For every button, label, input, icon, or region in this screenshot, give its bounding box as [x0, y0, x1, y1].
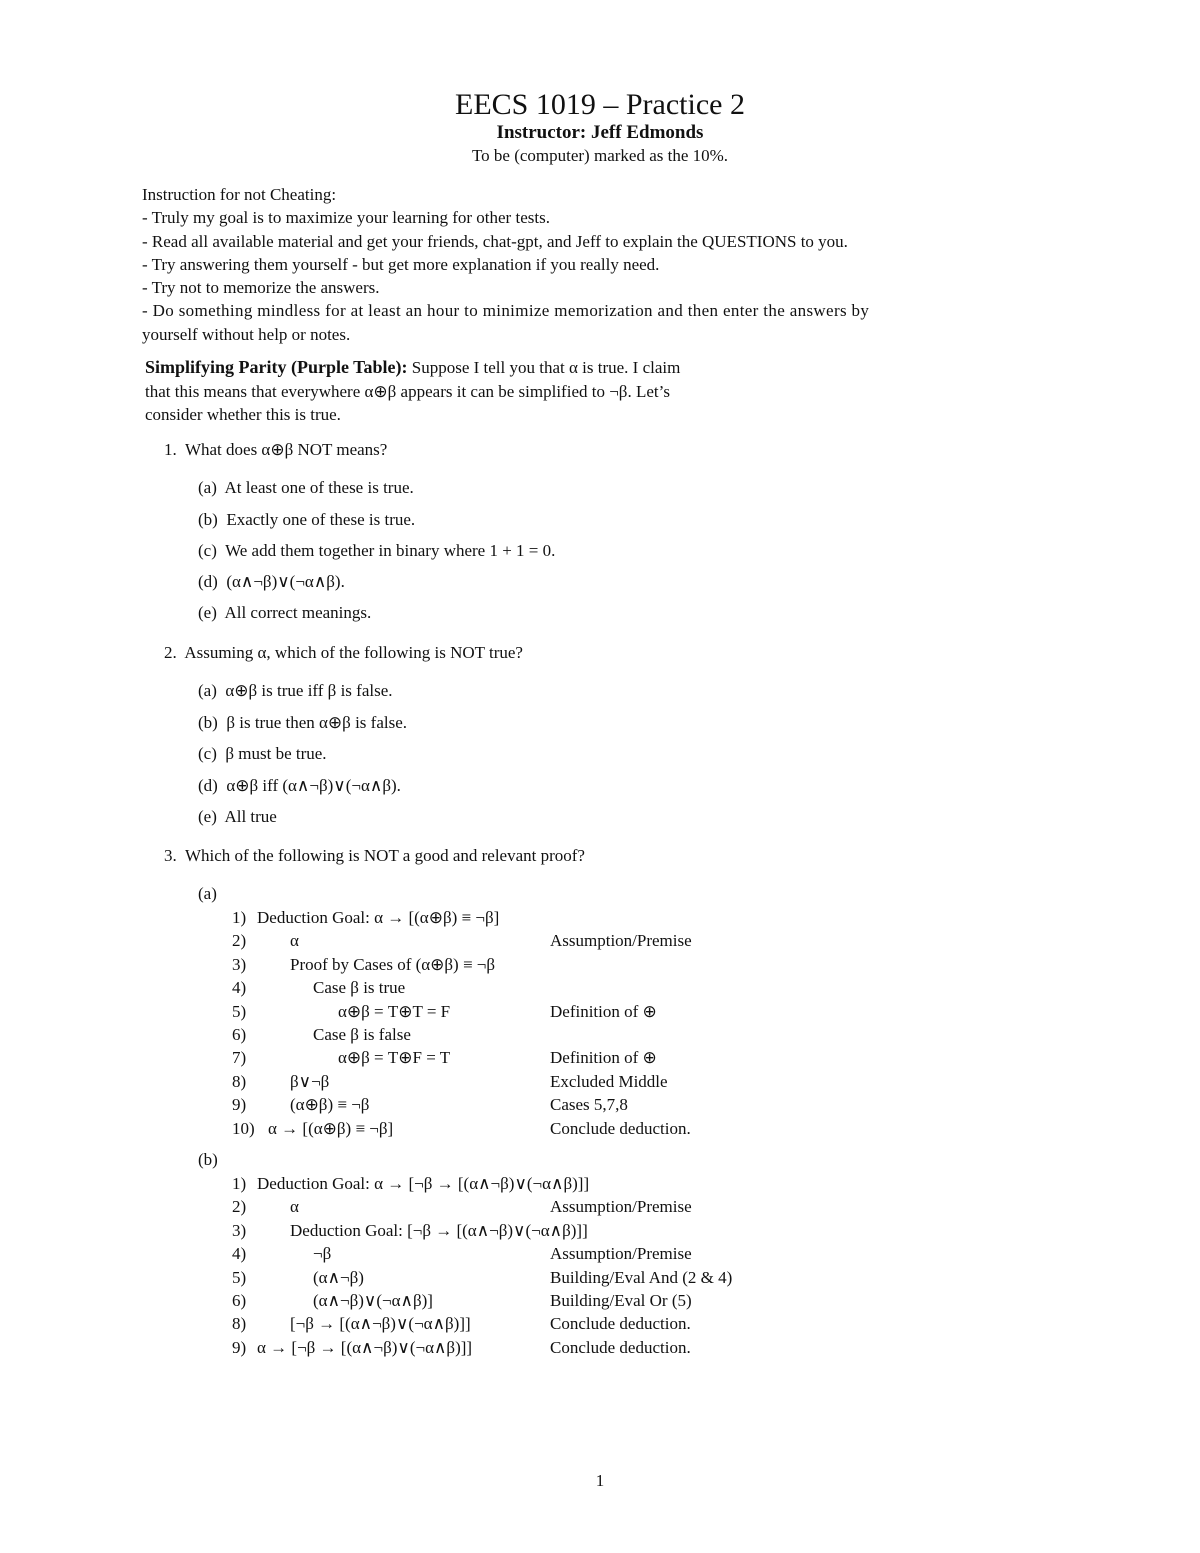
proof-justification: Assumption/Premise — [550, 1244, 692, 1264]
option-label: (c) — [198, 744, 217, 763]
option-label: (e) — [198, 603, 217, 622]
question-text: Assuming α, which of the following is NOT true? — [184, 643, 523, 662]
proof-justification: Excluded Middle — [550, 1071, 668, 1091]
proof-statement: α — [290, 931, 299, 951]
answer-option[interactable] — [198, 884, 217, 904]
option-text: (α∧¬β)∨(¬α∧β). — [226, 572, 345, 591]
answer-option[interactable] — [198, 478, 414, 498]
question-3 — [164, 846, 585, 866]
proof-justification: Cases 5,7,8 — [550, 1095, 628, 1115]
answer-option[interactable] — [198, 744, 327, 764]
intro-text: consider whether this is true. — [145, 405, 341, 424]
question-text: What does α⊕β NOT means? — [184, 440, 388, 459]
answer-option[interactable] — [198, 776, 401, 796]
option-text: β must be true. — [225, 744, 327, 763]
option-text: All correct meanings. — [224, 603, 372, 622]
intro-text: that this means that everywhere α⊕β appears it can be simplified to ¬β. Let’s — [145, 381, 670, 401]
proof-line-number: 4) — [232, 1244, 247, 1264]
intro-heading: Simplifying Parity (Purple Table): — [145, 357, 408, 377]
option-label: (b) — [198, 510, 218, 529]
proof-line-number: 5) — [232, 1001, 247, 1021]
instructions-block — [142, 183, 1062, 346]
proof-justification: Assumption/Premise — [550, 1197, 692, 1217]
proof-statement: Deduction Goal: [¬β → [(α∧¬β)∨(¬α∧β)]] — [290, 1220, 588, 1240]
option-text: We add them together in binary where 1 + 1 = 0. — [225, 541, 556, 560]
intro-text: Suppose I tell you that α is true. I claim — [407, 358, 681, 377]
proof-justification: Conclude deduction. — [550, 1118, 691, 1138]
option-label: (a) — [198, 478, 217, 497]
option-label: (e) — [198, 807, 217, 826]
proof-statement: Case β is true — [313, 978, 406, 998]
instruction-line: yourself without help or notes. — [142, 324, 351, 344]
proof-statement: α — [290, 1197, 299, 1217]
option-label: (a) — [198, 884, 217, 903]
proof-justification: Conclude deduction. — [550, 1337, 691, 1357]
instruction-line: - Try not to memorize the answers. — [142, 278, 380, 298]
answer-option[interactable] — [198, 713, 407, 733]
answer-option[interactable] — [198, 807, 277, 827]
proof-line-number: 3) — [232, 954, 247, 974]
proof-statement: α⊕β = T⊕T = F — [338, 1001, 451, 1021]
proof-statement: Proof by Cases of (α⊕β) ≡ ¬β — [290, 954, 496, 974]
option-label: (b) — [198, 1150, 218, 1169]
proof-line-number: 6) — [232, 1025, 247, 1044]
instruction-line: - Read all available material and get your friends, chat-gpt, and Jeff to explain the QUESTIONS to you. — [142, 231, 848, 251]
instruction-line: - Truly my goal is to maximize your learning for other tests. — [142, 208, 550, 228]
proof-justification: Conclude deduction. — [550, 1314, 691, 1334]
option-text: Exactly one of these is true. — [226, 510, 416, 529]
proof-line-number: 8) — [232, 1314, 247, 1334]
instructions-heading: Instruction for not Cheating: — [142, 185, 337, 204]
proof-statement: (α∧¬β) — [313, 1267, 364, 1287]
question-text: Which of the following is NOT a good and relevant proof? — [184, 846, 585, 865]
option-text: At least one of these is true. — [224, 478, 414, 497]
proof-statement: Deduction Goal: α → [(α⊕β) ≡ ¬β] — [257, 908, 500, 927]
marking-note: To be (computer) marked as the 10%. — [471, 146, 729, 165]
proof-statement: (α∧¬β)∨(¬α∧β)] — [313, 1291, 433, 1310]
proof-line-number: 1) — [232, 908, 247, 927]
proof-justification: Definition of ⊕ — [550, 1001, 657, 1021]
answer-option[interactable] — [198, 681, 393, 701]
option-label: (b) — [198, 713, 218, 732]
proof-statement: α → [¬β → [(α∧¬β)∨(¬α∧β)]] — [257, 1337, 473, 1357]
answer-option[interactable] — [198, 541, 555, 561]
option-text: β is true then α⊕β is false. — [226, 713, 407, 732]
proof-statement: ¬β — [313, 1244, 332, 1264]
proof-justification: Building/Eval And (2 & 4) — [550, 1267, 733, 1287]
proof-line-number: 3) — [232, 1220, 247, 1240]
option-label: (c) — [198, 541, 217, 560]
option-text: α⊕β is true iff β is false. — [225, 681, 393, 700]
proof-line-number: 1) — [232, 1174, 247, 1193]
proof-line-number: 4) — [232, 978, 247, 998]
answer-option[interactable] — [198, 572, 345, 592]
proof-line-number: 7) — [232, 1048, 247, 1068]
document-title: EECS 1019 – Practice 2 — [455, 88, 745, 121]
answer-option[interactable] — [198, 603, 371, 623]
proof-line-number: 9) — [232, 1337, 247, 1357]
proof-statement: α → [(α⊕β) ≡ ¬β] — [268, 1118, 394, 1138]
option-label: (a) — [198, 681, 217, 700]
proof-statement: [¬β → [(α∧¬β)∨(¬α∧β)]] — [290, 1314, 471, 1334]
proof-statement: β∨¬β — [290, 1071, 330, 1091]
proof-line-number: 5) — [232, 1267, 247, 1287]
proof-line-number: 2) — [232, 931, 247, 951]
instruction-line: - Do something mindless for at least an hour to minimize memorization and then enter the answers by — [142, 301, 870, 321]
option-label: (d) — [198, 776, 218, 795]
option-text: All true — [224, 807, 277, 826]
question-number: 1. — [164, 440, 177, 459]
proof-line-number: 2) — [232, 1197, 247, 1217]
proof-statement: Case β is false — [313, 1025, 411, 1044]
option-label: (d) — [198, 572, 218, 591]
proof-statement: Deduction Goal: α → [¬β → [(α∧¬β)∨(¬α∧β)]] — [257, 1174, 590, 1193]
proof-statement: (α⊕β) ≡ ¬β — [290, 1095, 370, 1115]
proof-line-number: 10) — [232, 1118, 255, 1138]
proof-justification: Assumption/Premise — [550, 931, 692, 951]
answer-option[interactable] — [198, 510, 415, 530]
question-1 — [164, 440, 387, 460]
instruction-line: - Try answering them yourself - but get more explanation if you really need. — [142, 254, 660, 274]
intro-paragraph — [145, 356, 865, 427]
proof-justification: Definition of ⊕ — [550, 1048, 657, 1068]
proof-justification: Building/Eval Or (5) — [550, 1291, 692, 1310]
proof-line-number: 6) — [232, 1291, 247, 1310]
question-number: 3. — [164, 846, 177, 865]
question-number: 2. — [164, 643, 177, 662]
proof-statement: α⊕β = T⊕F = T — [338, 1048, 451, 1068]
option-text: α⊕β iff (α∧¬β)∨(¬α∧β). — [226, 776, 401, 795]
page-number: 1 — [595, 1471, 605, 1490]
question-2 — [164, 643, 523, 663]
answer-option[interactable] — [198, 1150, 218, 1170]
proof-line-number: 8) — [232, 1071, 247, 1091]
instructor-line: Instructor: Jeff Edmonds — [496, 122, 704, 143]
proof-line-number: 9) — [232, 1095, 247, 1115]
